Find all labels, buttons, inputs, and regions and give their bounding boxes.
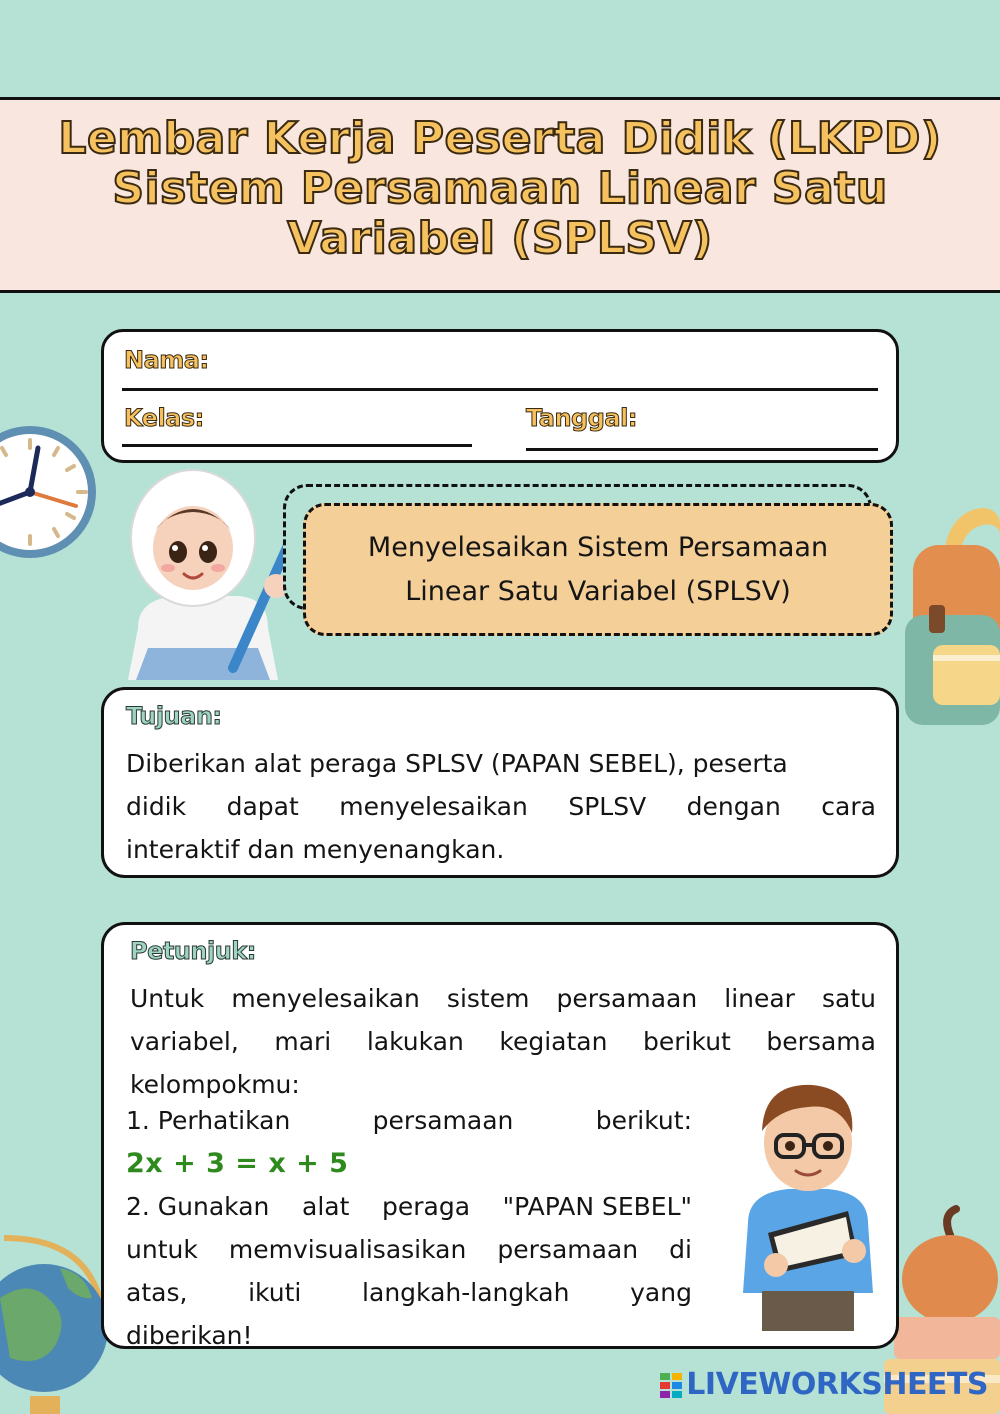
goal-word: SPLSV [568,792,647,821]
goal-word: cara [821,792,876,821]
step-word: di [669,1235,692,1264]
step-word: peraga [382,1192,471,1221]
goal-label: Tujuan: [126,702,222,730]
intro-word: lakukan [366,1027,464,1056]
step-2-line-3 [126,1271,692,1314]
name-label: Nama: [124,346,209,374]
liveworksheets-watermark [660,1367,988,1402]
step-1 [126,1099,692,1142]
step-word: memvisualisasikan [228,1235,467,1264]
step-word: 2. Gunakan [126,1192,270,1221]
goal-word: dengan [686,792,781,821]
step-2-line-4: diberikan! [126,1321,253,1350]
step-word: untuk [126,1235,198,1264]
name-input-line[interactable] [122,388,878,391]
step-2-line-1 [126,1185,692,1228]
instructions-card [101,922,899,1349]
class-label: Kelas: [124,404,204,432]
backpack-icon [905,495,1000,730]
title-band [0,97,1000,293]
step-word: alat [302,1192,350,1221]
instructions-label: Petunjuk: [130,937,256,965]
intro-line-2 [130,1020,876,1063]
topic-line-1: Menyelesaikan Sistem Persamaan [367,531,829,563]
intro-word: berikut [643,1027,731,1056]
student-identity-box [101,329,899,463]
boy-with-book-illustration [728,1073,888,1331]
intro-line-3: kelompokmu: [130,1070,300,1099]
intro-line-1 [130,977,876,1020]
goal-line-3: interaktif dan menyenangkan. [126,835,505,864]
liveworksheets-logo-icon [660,1373,682,1399]
date-label: Tanggal: [526,404,637,432]
topic-line-2: Linear Satu Variabel (SPLSV) [405,575,791,607]
girl-with-pen-illustration [118,468,308,680]
goal-word: didik [126,792,187,821]
goal-line-1: Diberikan alat peraga SPLSV (PAPAN SEBEL), peserta [126,749,788,778]
intro-word: sistem [446,984,530,1013]
step-word: ikuti [248,1278,302,1307]
topic-box [303,503,893,636]
goal-text [126,742,876,871]
goal-card [101,687,899,878]
step-word: 1. Perhatikan [126,1106,291,1135]
step-word: berikut: [595,1106,692,1135]
worksheet-title [40,114,960,264]
step-word: "PAPAN SEBEL" [502,1192,692,1221]
title-line-3: Variabel (SPLSV) [287,213,713,264]
intro-word: variabel, [130,1027,239,1056]
goal-line-2 [126,785,876,828]
intro-word: menyelesaikan [231,984,420,1013]
intro-word: bersama [766,1027,876,1056]
date-input-line[interactable] [526,448,878,451]
title-line-1: Lembar Kerja Peserta Didik (LKPD) [58,113,942,164]
goal-word: dapat [226,792,299,821]
intro-word: Untuk [130,984,205,1013]
step-word: langkah-langkah [362,1278,570,1307]
step-word: persamaan [372,1106,514,1135]
step-word: persamaan [497,1235,639,1264]
goal-word: menyelesaikan [339,792,528,821]
globe-icon [0,1228,110,1414]
equation-text: 2x + 3 = x + 5 [126,1148,349,1179]
instructions-steps [126,1099,692,1357]
intro-word: kegiatan [499,1027,608,1056]
intro-word: satu [822,984,876,1013]
intro-word: persamaan [556,984,698,1013]
intro-word: mari [274,1027,332,1056]
title-line-2: Sistem Persamaan Linear Satu [112,163,888,214]
step-word: atas, [126,1278,188,1307]
class-input-line[interactable] [122,444,472,447]
intro-word: linear [724,984,795,1013]
watermark-text: LIVEWORKSHEETS [686,1367,988,1402]
step-2-line-2 [126,1228,692,1271]
step-word: yang [630,1278,692,1307]
clock-icon [0,420,102,562]
